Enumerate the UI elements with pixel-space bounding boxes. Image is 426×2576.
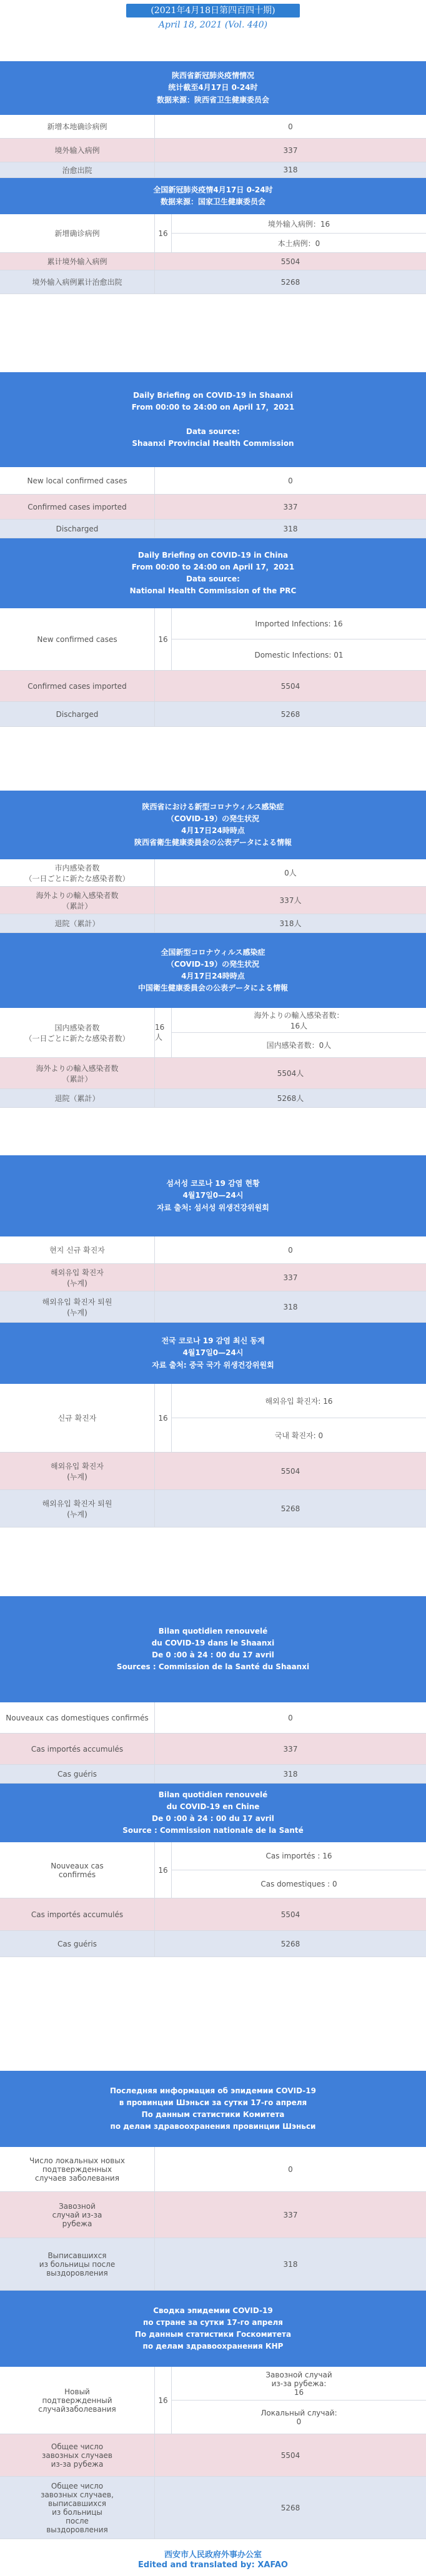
china-new-cases-row	[0, 214, 426, 253]
china-title-ko	[0, 1323, 426, 1384]
new-cases-total: 16	[155, 1384, 172, 1452]
row-label: Cas guéris	[0, 1765, 155, 1783]
title-line: 数据来源：国家卫生健康委员会	[160, 197, 265, 206]
row-value: 318	[283, 1302, 298, 1311]
row-value: 0	[288, 2164, 293, 2174]
shaanxi-row	[0, 887, 426, 914]
new-cases-breakdown	[172, 1008, 426, 1057]
china-row	[0, 2434, 426, 2477]
domestic-cases: 国内感染者数：0人	[172, 1032, 426, 1057]
china-row	[0, 702, 426, 727]
title-line: Последняя информация об эпидемии COVID-19	[110, 2086, 316, 2095]
row-label: 海外よりの輸入感染者数 （累計）	[0, 887, 155, 914]
row-label: 境外输入病例累计治愈出院	[0, 270, 155, 294]
title-line: De 0 :00 à 24 : 00 du 17 avril	[152, 1651, 274, 1659]
row-value: 318	[283, 1769, 298, 1779]
title-line: From 00:00 to 24:00 on April 17，2021	[131, 562, 295, 571]
title-line: 전국 코로나 19 감염 최신 동계	[161, 1336, 265, 1346]
title-line: Bilan quotidien renouvelé	[158, 1790, 268, 1799]
row-value: 5268	[280, 277, 300, 287]
title-line: по стране за сутки 17-го апреля	[143, 2317, 283, 2327]
china-title-zh	[0, 178, 426, 214]
shaanxi-row	[0, 1765, 426, 1784]
row-value: 337	[283, 2210, 298, 2219]
china-row	[0, 1490, 426, 1527]
new-cases-total: 16	[155, 1842, 172, 1898]
row-label: 해외유입 확진자 (누계)	[0, 1264, 155, 1291]
row-label: Общее число завозных случаев из-за рубежа	[0, 2434, 155, 2476]
issue-date: April 18, 2021 (Vol. 440)	[158, 20, 268, 30]
title-line: Daily Briefing on COVID-19 in China	[137, 550, 289, 560]
shaanxi-row	[0, 1734, 426, 1765]
row-label: 境外输入病例	[0, 139, 155, 162]
new-cases-label: New confirmed cases	[0, 608, 155, 670]
row-label: 累计境外输入病例	[0, 253, 155, 270]
shaanxi-row	[0, 2192, 426, 2238]
title-line: Data source:	[186, 427, 240, 436]
title-line: Sources : Commission de la Santé du Shaanxi	[116, 1662, 310, 1672]
shaanxi-title-en	[0, 372, 426, 467]
new-cases-label: Новый подтвержденный случайзаболевания	[0, 2367, 155, 2434]
china-row	[0, 1089, 426, 1108]
row-label: Nouveaux cas domestiques confirmés	[0, 1702, 155, 1733]
shaanxi-row	[0, 162, 426, 178]
row-value: 318	[283, 524, 298, 533]
row-label: 해외유입 확진자 퇴원 (누계)	[0, 1490, 155, 1527]
row-value: 337	[283, 146, 298, 155]
shaanxi-row	[0, 467, 426, 495]
china-row	[0, 270, 426, 294]
new-cases-total: 16人	[155, 1008, 172, 1057]
shaanxi-row	[0, 520, 426, 538]
new-cases-breakdown	[172, 214, 426, 252]
row-value: 318	[283, 2259, 298, 2269]
briefing-ru	[0, 2071, 426, 2539]
title-line: 陝西省における新型コロナウィルス感染症	[142, 802, 284, 811]
row-value: 337	[283, 1273, 298, 1282]
row-value: 0	[288, 122, 293, 131]
row-label: 현지 신규 확진자	[0, 1236, 155, 1263]
domestic-cases: Локальный случай: 0	[172, 2400, 426, 2434]
shaanxi-row	[0, 1702, 426, 1734]
row-label: Число локальных новых подтвержденных случаев заболевания	[0, 2147, 155, 2191]
new-cases-breakdown	[172, 2367, 426, 2434]
imported-cases: 境外输入病例：16	[267, 219, 330, 229]
row-value: 5504	[280, 1466, 300, 1476]
domestic-cases: Cas domestiques : 0	[172, 1870, 426, 1898]
row-value: 0人	[284, 869, 297, 877]
briefing-fr	[0, 1596, 426, 1957]
title-line: 섬서성 코로나 19 감염 현황	[166, 1179, 260, 1188]
imported-cases: Imported Infections: 16	[255, 619, 343, 628]
china-title-ja	[0, 933, 426, 1008]
row-value: 5504人	[277, 1069, 304, 1078]
row-value: 5504	[280, 681, 300, 691]
china-title-en	[0, 538, 426, 608]
domestic-cases: 국내 확진자: 0	[172, 1418, 426, 1452]
row-label: Cas guéris	[0, 1931, 155, 1957]
title-line: du COVID-19 dans le Shaanxi	[151, 1638, 275, 1647]
title-line: 자료 출처: 섬서성 위생건강위원회	[157, 1203, 269, 1212]
row-label: New local confirmed cases	[0, 467, 155, 494]
new-cases-total: 16	[155, 214, 172, 252]
shaanxi-row	[0, 1291, 426, 1323]
row-value: 5504	[280, 1910, 300, 1919]
row-label: Общее число завозных случаев, выписавшихся из больницы после выздоровления	[0, 2477, 155, 2539]
row-label: Cas importés accumulés	[0, 1734, 155, 1764]
imported-cases: 해외유입 확진자: 16	[265, 1396, 333, 1406]
row-label: 해외유입 확진자 퇴원 (누계)	[0, 1291, 155, 1322]
row-label: 退院（累計）	[0, 914, 155, 932]
row-value: 5268	[280, 1504, 300, 1513]
title-line: 中国衛生健康委員会の公表データによる情報	[137, 984, 288, 993]
footer-org: 西安市人民政府外事办公室	[164, 2550, 262, 2560]
row-value: 5504	[280, 257, 300, 266]
row-value: 0	[288, 1713, 293, 1722]
title-line: Data source:	[186, 575, 240, 583]
row-label: 退院（累計）	[0, 1089, 155, 1107]
new-cases-label: 新增确诊病例	[0, 214, 155, 252]
row-value: 337	[283, 502, 298, 511]
row-value: 0	[288, 476, 293, 485]
china-title-fr	[0, 1784, 426, 1842]
row-label: Confirmed cases imported	[0, 671, 155, 701]
new-cases-label: Nouveaux cas confirmés	[0, 1842, 155, 1898]
new-cases-breakdown	[172, 1384, 426, 1452]
row-value: 318人	[279, 919, 302, 928]
title-line: National Health Commission of the PRC	[129, 586, 297, 596]
china-row	[0, 1058, 426, 1089]
title-line	[212, 413, 214, 425]
title-line: Сводка эпидемии COVID-19	[153, 2306, 273, 2315]
briefing-en	[0, 372, 426, 727]
row-label: Завозной случай из-за рубежа	[0, 2192, 155, 2238]
briefing-ko	[0, 1155, 426, 1527]
title-line: Bilan quotidien renouvelé	[158, 1626, 268, 1636]
briefing-ja	[0, 791, 426, 1108]
row-label: 市内感染者数 （一日ごとに新たな感染者数）	[0, 859, 155, 886]
imported-cases: 海外よりの輸入感染者数： 16人	[254, 1010, 344, 1030]
issue-badge: (2021年4月18日第四百四十期)	[126, 4, 300, 17]
new-cases-label: 신규 확진자	[0, 1384, 155, 1452]
title-line: 数据来源：陕西省卫生健康委员会	[156, 95, 269, 104]
title-line: По данным статистики Госкомитета	[134, 2330, 292, 2339]
title-line: в провинции Шэньси за сутки 17-го апреля	[119, 2098, 307, 2107]
row-label: Discharged	[0, 702, 155, 726]
title-line: 4월17일0—24시	[182, 1191, 244, 1200]
row-value: 5268	[280, 1939, 300, 1948]
row-value: 5268	[280, 709, 300, 719]
title-line: по делам здравоохранения КНР	[142, 2342, 284, 2351]
row-value: 337人	[279, 896, 302, 905]
shaanxi-title-ko	[0, 1155, 426, 1236]
imported-cases: Завозной случай из-за рубежа: 16	[265, 2370, 332, 2397]
title-line: Daily Briefing on COVID-19 in Shaanxi	[133, 391, 293, 400]
new-cases-total: 16	[155, 2367, 172, 2434]
row-value: 337	[283, 1744, 298, 1754]
title-line: Shaanxi Provincial Health Commission	[132, 438, 294, 448]
shaanxi-row	[0, 859, 426, 887]
china-row	[0, 1931, 426, 1957]
shaanxi-title-ru	[0, 2071, 426, 2147]
title-line: по делам здравоохранения провинции Шэньси	[110, 2122, 316, 2131]
shaanxi-row	[0, 495, 426, 520]
title-line: 자료 출처: 중국 국가 위생건강위원회	[152, 1360, 274, 1369]
domestic-cases: Domestic Infections: 01	[172, 639, 426, 670]
shaanxi-row	[0, 2238, 426, 2291]
new-cases-breakdown	[172, 1842, 426, 1898]
row-label: 해외유입 확진자 (누계)	[0, 1453, 155, 1489]
footer-credit: Edited and translated by: XAFAO	[138, 2560, 288, 2570]
shaanxi-row	[0, 914, 426, 933]
shaanxi-title-zh	[0, 61, 426, 115]
title-line: From 00:00 to 24:00 on April 17，2021	[131, 403, 295, 412]
title-line: 陕西省新冠肺炎疫情情况	[171, 71, 254, 81]
shaanxi-row	[0, 115, 426, 139]
title-line: 统计截至4月17日 0-24时	[168, 83, 258, 92]
row-value: 318	[283, 165, 298, 174]
title-line: 4月17日24時時点	[181, 972, 245, 980]
briefing-zh	[0, 61, 426, 294]
china-new-cases-row	[0, 1008, 426, 1058]
china-row	[0, 253, 426, 270]
row-label: Confirmed cases imported	[0, 495, 155, 519]
shaanxi-title-fr	[0, 1596, 426, 1702]
shaanxi-row	[0, 1264, 426, 1291]
china-row	[0, 1898, 426, 1931]
row-label: Discharged	[0, 520, 155, 538]
row-label: 海外よりの輸入感染者数 （累計）	[0, 1058, 155, 1088]
title-line: 4월17일0—24시	[182, 1348, 244, 1358]
row-value: 5268人	[277, 1094, 304, 1103]
new-cases-breakdown	[172, 608, 426, 670]
title-line: 全国新型コロナウィルス感染症	[161, 947, 265, 957]
title-line: 全国新冠肺炎疫情4月17日 0-24时	[153, 185, 273, 194]
title-line: （COVID-19）の発生状況	[166, 814, 260, 823]
shaanxi-row	[0, 1236, 426, 1264]
title-line: По данным статистики Комитета	[141, 2110, 285, 2119]
row-value: 5268	[280, 2503, 300, 2512]
china-row	[0, 671, 426, 702]
title-line: De 0 :00 à 24 : 00 du 17 avril	[152, 1814, 274, 1823]
title-line: 4月17日24時時点	[181, 826, 245, 835]
new-cases-total: 16	[155, 608, 172, 670]
title-line: （COVID-19）の発生状況	[166, 959, 260, 969]
title-line: 陝西省衛生健康委員会の公表データによる情報	[134, 838, 292, 847]
china-new-cases-row	[0, 2367, 426, 2434]
shaanxi-row	[0, 139, 426, 162]
china-row	[0, 2477, 426, 2539]
title-line: du COVID-19 en Chine	[166, 1802, 260, 1811]
china-new-cases-row	[0, 1842, 426, 1898]
china-new-cases-row	[0, 1384, 426, 1453]
row-label: 治愈出院	[0, 162, 155, 177]
row-value: 0	[288, 1245, 293, 1255]
china-row	[0, 1453, 426, 1490]
imported-cases: Cas importés : 16	[265, 1852, 332, 1860]
row-label: Cas importés accumulés	[0, 1898, 155, 1930]
domestic-cases: 本土病例：0	[172, 233, 426, 252]
china-title-ru	[0, 2291, 426, 2367]
row-value: 5504	[280, 2450, 300, 2460]
shaanxi-row	[0, 2147, 426, 2192]
row-label: 新增本地确诊病例	[0, 115, 155, 138]
shaanxi-title-ja	[0, 791, 426, 859]
new-cases-label: 国内感染者数 （一日ごとに新たな感染者数）	[0, 1008, 155, 1057]
row-label: Выписавшихся из больницы после выздоровления	[0, 2238, 155, 2290]
china-new-cases-row	[0, 608, 426, 671]
title-line: Source : Commission nationale de la Santé	[122, 1826, 304, 1835]
